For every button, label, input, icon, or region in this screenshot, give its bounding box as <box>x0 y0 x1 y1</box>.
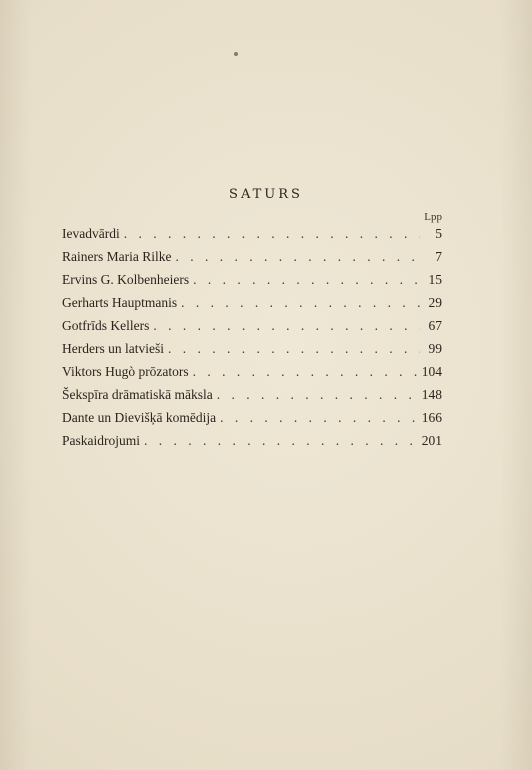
toc-entry-page: 99 <box>428 341 442 356</box>
dot-leader <box>193 364 418 380</box>
toc-entry <box>62 318 442 341</box>
dot-leader <box>193 272 420 288</box>
dot-leader <box>217 387 418 403</box>
page-column-header: Lpp <box>424 211 442 223</box>
toc-entry-page: 166 <box>421 410 442 425</box>
dot-leader <box>220 410 418 426</box>
toc-entry <box>62 295 442 318</box>
toc-entry-title: Ievadvārdi <box>62 226 120 241</box>
toc-entry-title: Dante un Dievišķā komēdija <box>62 410 217 425</box>
toc-entry-title: Rainers Maria Rilke <box>62 249 172 264</box>
page-title: SATURS <box>229 187 303 202</box>
toc-entry-page: 201 <box>421 433 442 448</box>
dot-leader <box>181 295 420 311</box>
toc-entry-page: 5 <box>435 226 442 241</box>
dot-leader <box>168 341 420 357</box>
dot-leader <box>153 318 420 334</box>
toc-entry-title: Gotfrīds Kellers <box>62 318 150 333</box>
toc-entry <box>62 410 442 433</box>
toc-entry-page: 7 <box>435 249 442 264</box>
toc-entry <box>62 226 442 249</box>
table-of-contents <box>62 226 442 456</box>
toc-entry-title: Herders un latvieši <box>62 341 164 356</box>
toc-entry-title: Paskaidrojumi <box>62 433 140 448</box>
toc-entry-title: Ervins G. Kolbenheiers <box>62 272 190 287</box>
toc-entry-title: Gerharts Hauptmanis <box>62 295 178 310</box>
toc-entry-page: 148 <box>421 387 442 402</box>
dot-leader <box>144 433 418 449</box>
toc-entry-page: 67 <box>428 318 442 333</box>
toc-entry <box>62 433 442 456</box>
toc-entry-page: 29 <box>428 295 442 310</box>
dot-leader <box>175 249 420 265</box>
paper-speck <box>234 52 238 56</box>
toc-entry <box>62 387 442 410</box>
dot-leader <box>124 226 420 242</box>
toc-entry <box>62 272 442 295</box>
toc-entry-title: Viktors Hugò prōzators <box>62 364 189 379</box>
toc-entry <box>62 249 442 272</box>
toc-entry <box>62 341 442 364</box>
toc-entry-page: 104 <box>421 364 442 379</box>
toc-entry-title: Šekspīra drāmatiskā māksla <box>62 387 213 402</box>
toc-entry <box>62 364 442 387</box>
toc-entry-page: 15 <box>428 272 442 287</box>
